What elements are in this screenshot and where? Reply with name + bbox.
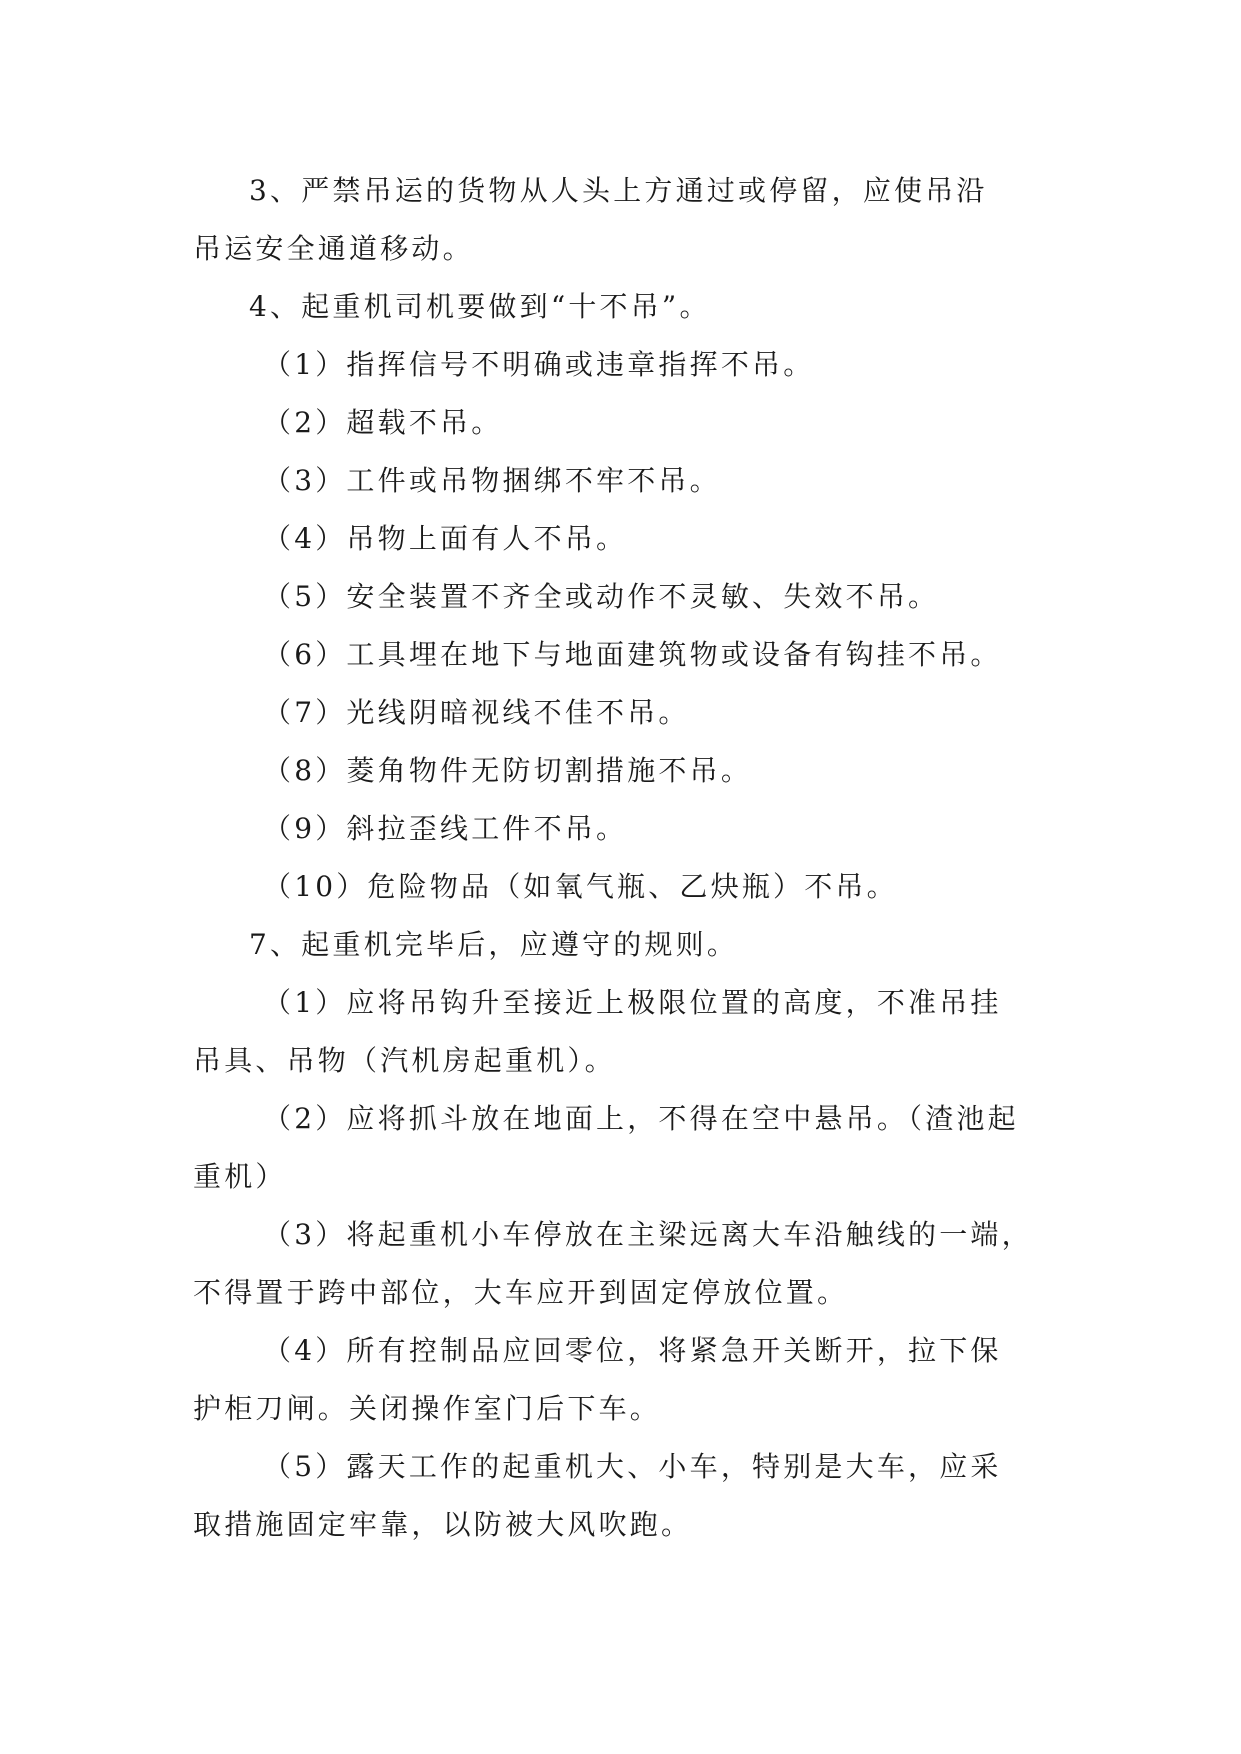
list-item: （7）光线阴暗视线不佳不吊。 xyxy=(263,696,690,729)
list-item: （10）危险物品（如氧气瓶、乙炔瓶）不吊。 xyxy=(263,870,898,903)
list-item: （9）斜拉歪线工件不吊。 xyxy=(263,812,628,845)
list-item: （3）将起重机小车停放在主梁远离大车沿触线的一端， xyxy=(263,1218,1033,1251)
list-item: （5）安全装置不齐全或动作不灵敏、失效不吊。 xyxy=(263,580,940,613)
list-item-continuation: 吊具、吊物（汽机房起重机）。 xyxy=(193,1044,616,1077)
list-item: （4）吊物上面有人不吊。 xyxy=(263,522,628,555)
paragraph-line: 3、严禁吊运的货物从人头上方通过或停留，应使吊沿 xyxy=(249,174,988,207)
list-item: （6）工具埋在地下与地面建筑物或设备有钩挂不吊。 xyxy=(263,638,1002,671)
paragraph-line: 吊运安全通道移动。 xyxy=(193,232,474,265)
list-item-continuation: 不得置于跨中部位，大车应开到固定停放位置。 xyxy=(193,1276,849,1309)
list-item: （3）工件或吊物捆绑不牢不吊。 xyxy=(263,464,721,497)
list-item: （1）指挥信号不明确或违章指挥不吊。 xyxy=(263,348,815,381)
list-item: （2）超载不吊。 xyxy=(263,406,503,439)
list-item-continuation: 取措施固定牢靠，以防被大风吹跑。 xyxy=(193,1508,693,1541)
list-item: （1）应将吊钩升至接近上极限位置的高度，不准吊挂 xyxy=(263,986,1002,1019)
section-heading: 4、起重机司机要做到“十不吊”。 xyxy=(249,290,711,323)
list-item: （2）应将抓斗放在地面上，不得在空中悬吊。（渣池起 xyxy=(263,1102,1019,1135)
document-body xyxy=(193,162,1053,1554)
list-item-continuation: 护柜刀闸。关闭操作室门后下车。 xyxy=(193,1392,662,1425)
list-item: （4）所有控制品应回零位，将紧急开关断开，拉下保 xyxy=(263,1334,1002,1367)
list-item: （5）露天工作的起重机大、小车，特别是大车，应采 xyxy=(263,1450,1002,1483)
list-item: （8）菱角物件无防切割措施不吊。 xyxy=(263,754,753,787)
section-heading: 7、起重机完毕后，应遵守的规则。 xyxy=(249,928,739,961)
list-item-continuation: 重机） xyxy=(193,1160,287,1193)
